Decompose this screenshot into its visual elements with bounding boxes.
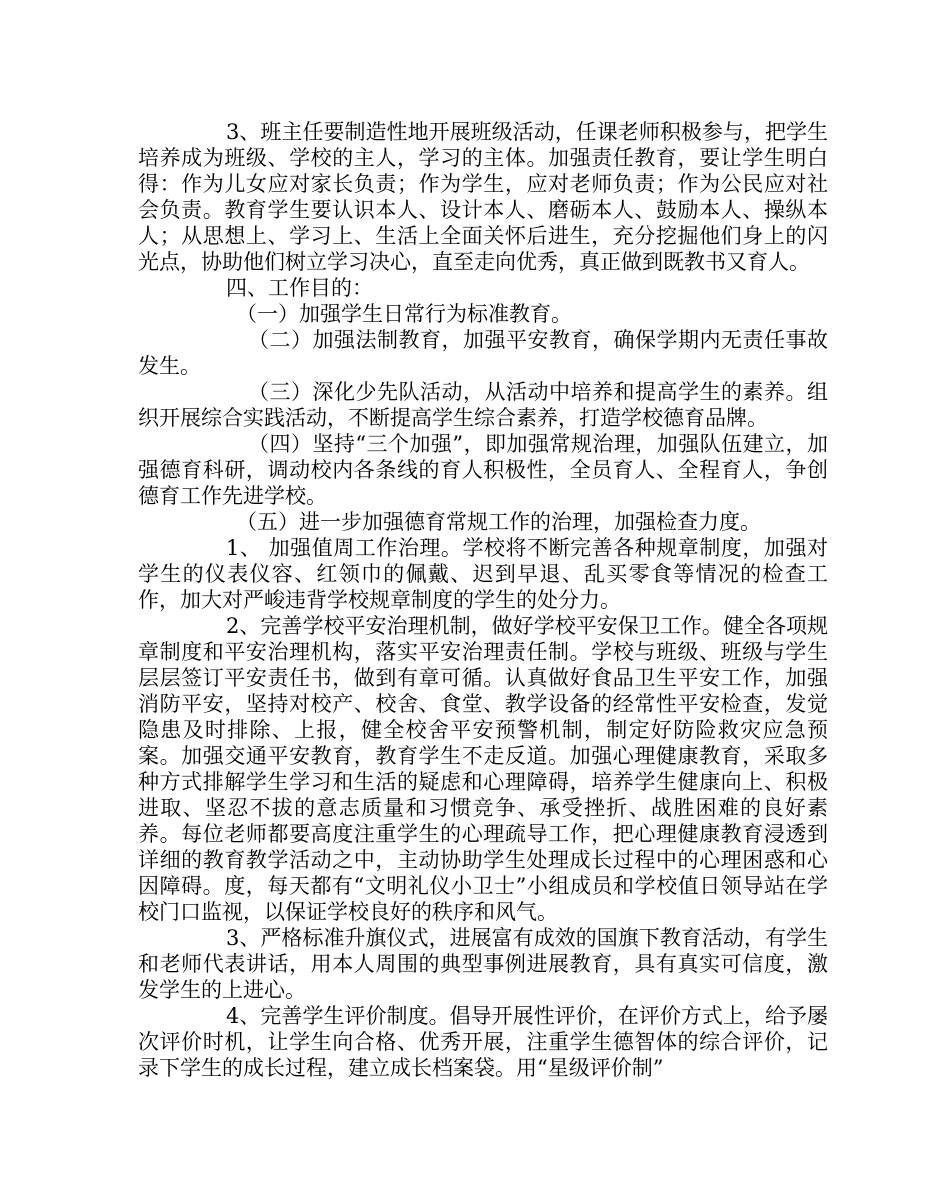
heading-work-goals: 四、工作目的： [226,276,373,300]
goal-item-2: （二）加强法制教育，加强平安教育，确保学期内无责任事故发生。 [138,328,828,378]
sub-item-2: 2、完善学校平安治理机制，做好学校平安保卫工作。健全各项规章制度和平安治理机构，落实平安治理责任制。学校与班级、班级与学生层层签订平安责任书，做到有章可循。认真做好食品卫生平安工作，加强消防平安，坚持对校产、校舍、食堂、教学设备的经常性平安检查，发觉隐患及时排除、上报，健全校舍平安预警机制，制定好防险救灾应急预案。加强交通平安教育，教育学生不走反道。加强心理健康教育，采取多种方式排解学生学习和生活的疑虑和心理障碍，培养学生健康向上、积极进取、坚忍不拔的意志质量和习惯竞争、承受挫折、战胜困难的良好素养。每位老师都要高度注重学生的心理疏导工作，把心理健康教育浸透到详细的教育教学活动之中，主动协助学生处理成长过程中的心理困惑和心因障碍。度，每天都有“文明礼仪小卫士”小组成员和学校值日领导站在学校门口监视，以保证学校良好的秩序和风气。 [138,614,828,924]
paragraph-class-activities: 3、班主任要制造性地开展班级活动，任课老师积极参与，把学生培养成为班级、学校的主人，学习的主体。加强责任教育，要让学生明白得：作为儿女应对家长负责；作为学生，应对老师负责；作为公民应对社会负责。教育学生要认识本人、设计本人、磨砺本人、鼓励本人、操纵本人；从思想上、学习上、生活上全面关怀后进生，充分挖掘他们身上的闪光点，协助他们树立学习决心，直至走向优秀，真正做到既教书又育人。 [138,120,828,274]
goal-item-4: （四）坚持“三个加强”，即加强常规治理，加强队伍建立，加强德育科研，调动校内各条线的育人积极性，全员育人、全程育人，争创德育工作先进学校。 [138,432,828,508]
goal-item-5: （五）进一步加强德育常规工作的治理，加强检查力度。 [236,510,761,534]
goal-item-3: （三）深化少先队活动，从活动中培养和提高学生的素养。组织开展综合实践活动，不断提高学生综合素养，打造学校德育品牌。 [138,380,828,430]
goal-item-1: （一）加强学生日常行为标准教育。 [236,302,572,326]
sub-item-3: 3、严格标准升旗仪式，进展富有成效的国旗下教育活动，有学生和老师代表讲话，用本人周围的典型事例进展教育，具有真实可信度，激发学生的上进心。 [138,926,828,1002]
sub-item-1: 1、 加强值周工作治理。学校将不断完善各种规章制度，加强对学生的仪表仪容、红领巾的佩戴、迟到早退、乱买零食等情况的检查工作，加大对严峻违背学校规章制度的学生的处分力。 [138,536,828,612]
sub-item-4: 4、完善学生评价制度。倡导开展性评价，在评价方式上，给予屡次评价时机，让学生向合格、优秀开展，注重学生德智体的综合评价，记录下学生的成长过程，建立成长档案袋。用“星级评价制” [138,1004,828,1080]
document-page [138,119,828,1081]
